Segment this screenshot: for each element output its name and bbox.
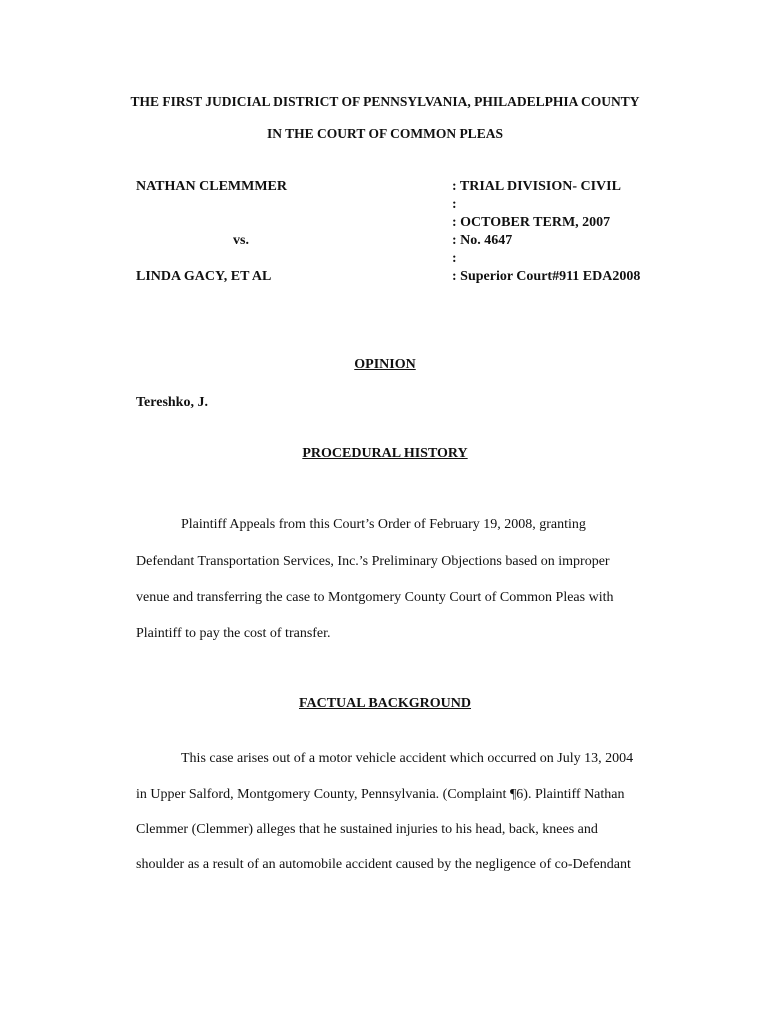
paragraph-line: shoulder as a result of an automobile accident caused by the negligence of co-Defendant	[136, 857, 631, 872]
plaintiff-name: NATHAN CLEMMMER	[136, 179, 288, 194]
court-header-line-2: IN THE COURT OF COMMON PLEAS	[267, 126, 503, 141]
defendant-name: LINDA GACY, ET AL	[136, 269, 272, 284]
paragraph-line: Defendant Transportation Services, Inc.’s Preliminary Objections based on improper	[136, 554, 610, 569]
paragraph-line: Plaintiff Appeals from this Court’s Order of February 19, 2008, granting	[181, 517, 586, 532]
caption-right-line: :	[452, 197, 457, 212]
paragraph-line: in Upper Salford, Montgomery County, Pennsylvania. (Complaint ¶6). Plaintiff Nathan	[136, 787, 625, 802]
paragraph-line: venue and transferring the case to Montgomery County Court of Common Pleas with	[136, 590, 614, 605]
factual-background-heading: FACTUAL BACKGROUND	[298, 696, 472, 711]
judge-name: Tereshko, J.	[136, 395, 208, 410]
caption-right-line: : OCTOBER TERM, 2007	[452, 215, 611, 230]
court-header-line-1: THE FIRST JUDICIAL DISTRICT OF PENNSYLVANIA, PHILADELPHIA COUNTY	[130, 94, 640, 109]
caption-right-line: :	[452, 251, 457, 266]
paragraph-line: Clemmer (Clemmer) alleges that he sustained injuries to his head, back, knees and	[136, 822, 598, 837]
procedural-history-heading: PROCEDURAL HISTORY	[302, 446, 468, 461]
opinion-title: OPINION	[354, 357, 416, 372]
paragraph-line: This case arises out of a motor vehicle accident which occurred on July 13, 2004	[181, 751, 634, 766]
versus-label: vs.	[233, 233, 249, 248]
paragraph-line: Plaintiff to pay the cost of transfer.	[136, 626, 331, 641]
caption-right-line: : Superior Court#911 EDA2008	[452, 269, 641, 284]
caption-right-line: : TRIAL DIVISION- CIVIL	[452, 179, 621, 194]
caption-right-line: : No. 4647	[452, 233, 513, 248]
